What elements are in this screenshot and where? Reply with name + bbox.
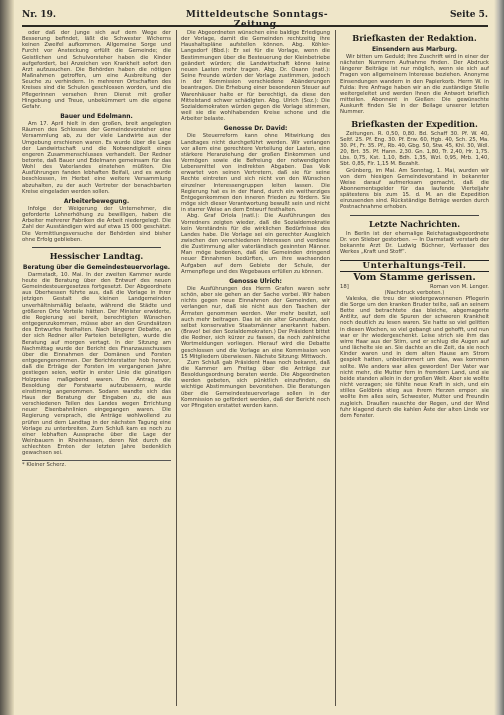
article-paragraph: Wir bitten um Geduld; Ihre Zuschrift wird in einer der nächsten Nummern Aufnahme finden. Der Abdruck längerer Beiträge ist nur möglich, wenn sie sich auf Fragen von allgemeinem Interesse beziehen. Anonyme Einsendungen wandern in den Papierkorb. Herrn W. in Fulda: Ihre Anfrage haben wir an die zuständige Stelle weitergeleitet und werden Ihnen die Antwort brieflich mitteilen. Abonnent in Gießen: Die gewünschte Auskunft finden Sie in der Beilage unserer letzten Nummer. <box>340 54 489 116</box>
column-right <box>340 30 489 708</box>
article-paragraph: Zum Schluß gab Präsident Haas noch bekannt, daß die Kammer am Freitag über die Anträge zur Besoldungsordnung beraten werde. Die Abgeordneten werden gebeten, sich pünktlich einzufinden, da wichtige Abstimmungen bevorstehen. Die Beratungen über die Gemeindesteuervorlage sollen in der Kommission so gefördert werden, daß der Bericht noch vor Pfingsten erstattet werden kann. <box>181 359 330 409</box>
story-author: Roman von M. Lenger. <box>430 283 489 290</box>
divider <box>350 215 479 216</box>
article-paragraph: Die Steuerreform kann ohne Mitwirkung des Landtages nicht durchgeführt werden. Wir verlangen vor allem eine gerechtere Verteilung der Lasten, eine stärkere Heranziehung der großen Einkommen und Vermögen sowie die Befreiung der notwendigsten Lebensmittel von indirekten Abgaben. Das Volk erwartet von seinen Vertretern, daß sie für seine Rechte eintreten und sich nicht von den Wünschen einzelner Interessengruppen leiten lassen. Die Regierung hat es in der Hand, durch ein weitherziges Entgegenkommen den inneren Frieden zu fördern. Sie möge sich dieser Verantwortung bewußt sein und nicht in starrer Weise an dem Entwurf festhalten. <box>181 133 330 214</box>
article-paragraph: Die Abgeordneten wünschen eine baldige Erledigung der Vorlage, damit die Gemeinden rechtzeitig ihre Haushaltspläne aufstellen können. Abg. Köhler-Langsdorf (Bbd.): Er sei für die Vorlage, wenn die Bestimmungen über die Besteuerung der Kleinbetriebe geändert würden; die Landwirtschaft könne keine neuen Lasten mehr tragen. Abg. Dr. Osann (natl.): Seine Freunde würden der Vorlage zustimmen, jedoch in der Kommission verschiedene Abänderungen beantragen. Die Erhebung einer besonderen Steuer auf Warenhäuser halte er für berechtigt, da diese den Mittelstand schwer schädigten. Abg. Ulrich (Soz.): Die Sozialdemokraten würden gegen die Vorlage stimmen, weil sie die wohlhabenden Kreise schone und die Arbeiter belaste. <box>181 30 330 123</box>
column-middle <box>181 30 330 708</box>
section-title: Briefkasten der Expedition. <box>351 118 478 129</box>
section-title: Letzte Nachrichten. <box>368 218 461 229</box>
article-paragraph: Am 17. April hielt in den großen, breit angelegten Räumen des Schlosses der Gemeindevorsteher eine Versammlung ab, zu der viele Landwirte aus der Umgebung erschienen waren. Es wurde über die Lage der Landwirtschaft und die Notwendigkeit eines engeren Zusammenschlusses verhandelt. Der Redner betonte, daß Bauer und Edelmann gemeinsam für das Wohl des Vaterlandes einstehen müßten. Die Ausführungen fanden lebhaften Beifall, und es wurde beschlossen, im Herbst eine weitere Versammlung abzuhalten, zu der auch Vertreter der benachbarten Kreise eingeladen werden sollen. <box>22 121 171 195</box>
feuilleton-banner: Unterhaltungs-Teil. <box>340 260 489 272</box>
article-paragraph: oder daß der Junge sich auf dem Wege der Besserung befindet, läßt die Schwester Wicherns keinen Zweifel aufkommen. Allgemeine Sorge und Furcht vor Ansteckung erfüllt die Gemeinde; die Geistlichen und Schulvorsteher haben die Kinder aufgefordert, bei Anzeichen von Krankheit sofort den Arzt aufzusuchen. Die Behörden haben die nötigen Maßnahmen getroffen, um eine Ausbreitung der Seuche zu verhindern. In mehreren Ortschaften des Kreises sind die Schulen geschlossen worden, und die Pflegerinnen versehen ihren Dienst mit großer Hingebung und Treue, unbekümmert um die eigene Gefahr. <box>22 30 171 110</box>
article-paragraph: Darmstadt, 10. Mai. In der zweiten Kammer wurde heute die Beratung über den Entwurf des neuen Gemeindesteuergesetzes fortgesetzt. Der Abgeordnete aus Oberhessen führte aus, daß die Vorlage in ihrer jetzigen Gestalt die kleinen Landgemeinden unverhältnismäßig belaste, während die Städte und größeren Orte Vorteile hätten. Der Minister erwiderte, die Regierung sei bereit, berechtigten Wünschen entgegenzukommen, müsse aber an den Grundsätzen des Entwurfes festhalten. Nach längerer Debatte, an der sich Redner aller Parteien beteiligten, wurde die Beratung auf morgen vertagt. In der Sitzung am Nachmittag wurde der Bericht des Finanzausschusses über die Einnahmen der Domänen und Forsten entgegengenommen. Der Berichterstatter hob hervor, daß die Erträge der Forsten im vergangenen Jahre gestiegen seien, wofür in erster Linie die günstigen Holzpreise maßgebend waren. Ein Antrag, die Besoldung der Forstwarte aufzubessern, wurde einstimmig angenommen. Sodann wandte sich das Haus der Beratung der Eingaben zu, die aus verschiedenen Teilen des Landes wegen Errichtung neuer Eisenbahnlinien eingegangen waren. Die Regierung versprach, die Anträge wohlwollend zu prüfen und dem Landtag in der nächsten Tagung eine Vorlage zu unterbreiten. Zum Schluß kam es noch zu einer lebhaften Aussprache über die Lage der Weinbauern in Rheinhessen, deren Not durch die schlechten Ernten der letzten Jahre bedenklich gewachsen sei. <box>22 271 171 457</box>
column-left <box>22 30 171 708</box>
section-heading: Arbeiterbewegung. <box>63 197 130 205</box>
article-paragraph: Grünberg, im Mai. Am Sonntag, 1. Mai, wurden wir von dem hiesigen Gemeindevorstand in bekannter Weise darauf aufmerksam gemacht, daß die Abonnementsgelder für das laufende Vierteljahr spätestens bis zum 15. d. M. an die Expedition einzusenden sind. Rückständige Beträge werden durch Postnachnahme erhoben. <box>340 167 489 211</box>
article-subtitle: Beratung über die Gemeindesteuervorlage. <box>22 263 171 271</box>
page-header <box>22 8 488 30</box>
story-text: Valeska, die treu der wiedergewonnenen Pflegerin die Sorge um den kranken Bruder teilte, saß an seinem Bette und betrachtete das bleiche, abgemagerte Antlitz, auf dem die Spuren der schweren Krankheit noch deutlich zu lesen waren. Sie hatte so viel gelitten in diesen Wochen, so viel gebangt und gehofft, und nun war er ihr wiedergeschenkt. Leise strich sie ihm das wirre Haar aus der Stirn, und er schlug die Augen auf und lächelte sie an. Sie dachte an die Zeit, da sie noch Kinder waren und in dem alten Hause am Strom gespielt hatten, unbekümmert um das, was kommen sollte. Wie anders war alles geworden! Der Vater war nicht mehr, die Mutter fern in fremdem Land, und sie beide standen allein in der großen Welt. Aber sie wollte nicht verzagen; sie fühlte neue Kraft in sich, und ein stilles Gelöbnis stieg aus ihrem Herzen empor: sie wollte ihm alles sein, Schwester, Mutter und Freundin zugleich. Draußen rauschte der Regen, und der Wind fuhr klagend durch die kahlen Äste der alten Linde vor dem Fenster. <box>340 295 489 419</box>
page-number: Seite 5. <box>449 10 488 20</box>
column-rule <box>335 30 336 706</box>
reprint-notice: (Nachdruck verboten.) <box>384 289 445 296</box>
section-subtitle: Einsendern aus Marburg. <box>371 46 458 53</box>
footnote: * Kleiner Scherz. <box>22 460 171 468</box>
section-title: Briefkasten der Redaktion. <box>352 33 477 43</box>
section-heading: Bauer und Edelmann. <box>60 113 133 121</box>
installment-number: 18] <box>340 283 349 290</box>
story-title: Vom Stamme gerissen. <box>353 272 476 284</box>
article-paragraph: Infolge der Weigerung der Unternehmer, die geforderte Lohnerhöhung zu bewilligen, haben die Arbeiter mehrerer Fabriken die Arbeit niedergelegt. Die Zahl der Ausständigen wird auf etwa 15 000 geschätzt. Die Vermittlungsversuche der Behörden sind bisher ohne Erfolg geblieben. <box>22 205 171 243</box>
article-paragraph: In Berlin ist der ehemalige Reichstagsabgeordnete Dr. von Stieber gestorben. — In Darmstadt verstarb der bekannte Arzt Dr. Ludwig Büchner, Verfasser des Werkes „Kraft und Stoff“. <box>340 230 489 256</box>
article-title: Hessischer Landtag. <box>49 250 144 261</box>
column-rule <box>176 30 177 706</box>
issue-number: Nr. 19. <box>22 10 57 20</box>
speaker-heading: Genosse Dr. David: <box>223 125 288 133</box>
speaker-heading: Genosse Ulrich: <box>229 277 282 285</box>
divider <box>32 247 161 248</box>
article-paragraph: Die Ausführungen des Herrn Grafen waren sehr schön, aber sie gehen an der Sache vorbei. Wir haben nichts gegen neue Einnahmen der Gemeinden, wir verlangen nur, daß sie nicht aus den Taschen der Ärmsten genommen werden. Wer mehr besitzt, soll auch mehr beitragen. Das ist ein alter Grundsatz, den selbst konservative Staatsmänner anerkannt haben. (Bravo! bei den Sozialdemokraten.) Der Präsident bittet die Redner, sich kürzer zu fassen, da noch zahlreiche Wortmeldungen vorliegen. Hierauf wird die Debatte geschlossen und die Vorlage an eine Kommission von 15 Mitgliedern überwiesen. Nächste Sitzung: Mittwoch. <box>181 285 330 360</box>
article-paragraph: Zeitungen. R. 0,50, 0,80. Bd. Schaff 30. Pf. W. 40, Seltf. 25. Pf. Eng. 30. Pf. Erw. 60, Hgb. 40, Sch. 25, Ma. 30. Pf., Fr. 35. Pf., Rb. 40, Gbg. 50, Stw. 45, Khl. 30, Wdl. 20, Brt. 35. Pf. Hann. 2,30. Gn. 1,80, Tr. 2,40, Hr. 1,75. Lbs. 0,75, Kst. 1,10, Bdh. 1,35, Wzl. 0,95, Mrb. 1,40, Sbt. 0,85, Flr. 1,15 M. Bezahlt. <box>340 130 489 168</box>
newspaper-title: Mitteldeutsche Sonntags-Zeitung. <box>185 10 329 30</box>
article-paragraph: Abg. Graf Oriola (natl.): Die Ausführungen des Vorredners zeigten wieder, daß die Sozialdemokratie kein Verständnis für die wirklichen Bedürfnisse des Landes habe. Die Vorlage sei ein gerechter Ausgleich zwischen den verschiedenen Interessen und verdiene die Zustimmung aller vaterländisch gesinnten Männer. Man möge bedenken, daß die Gemeinden dringend neuer Einnahmen bedürften, um ihre wachsenden Aufgaben auf dem Gebiete der Schule, der Armenpflege und des Wegebaues erfüllen zu können. <box>181 213 330 275</box>
